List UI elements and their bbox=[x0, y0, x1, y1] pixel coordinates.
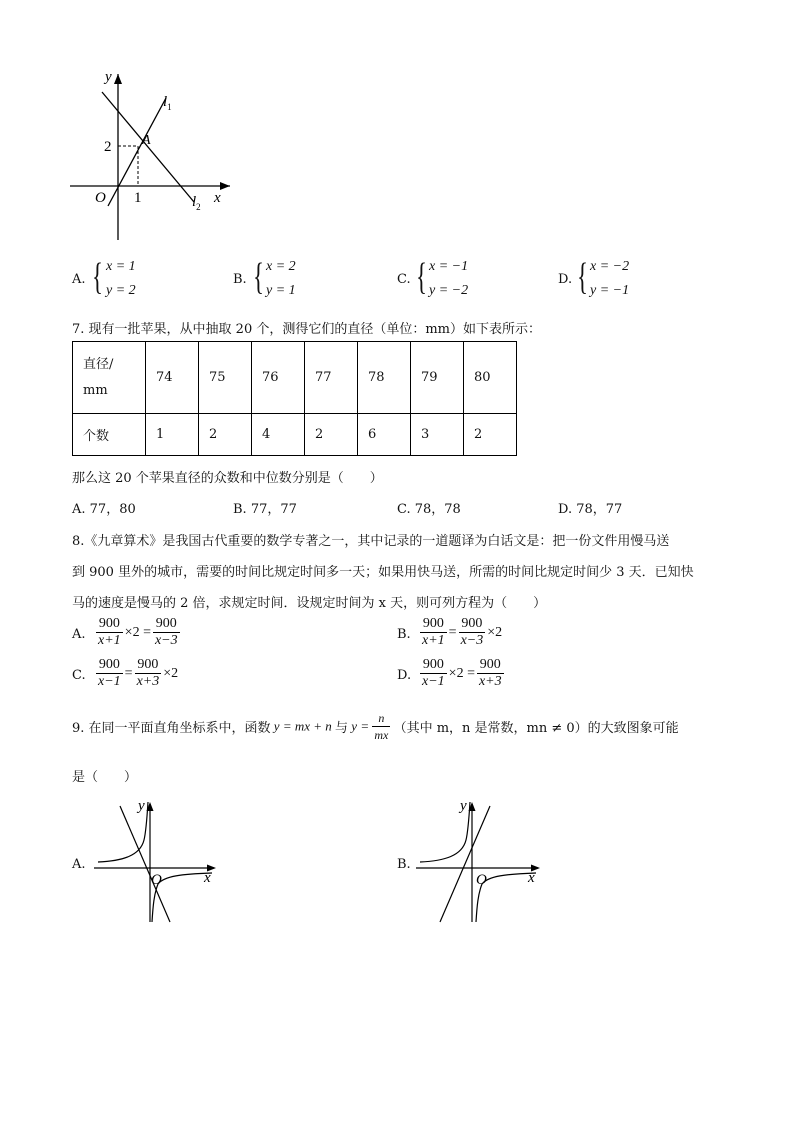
q6-option-c-label: C. bbox=[397, 272, 411, 287]
q6-option-d-label: D. bbox=[558, 272, 573, 287]
header-cell bbox=[73, 342, 146, 414]
q6-option-d-eq2: y = −1 bbox=[590, 283, 630, 298]
y-label: y bbox=[105, 69, 112, 85]
q9-option-b-label: B. bbox=[397, 857, 411, 872]
q8-option-c-equation: $\frac{900}{x-1}$ = $\frac{900}{x+3}$ ×2 bbox=[98, 657, 179, 689]
diameter-cell: 77 bbox=[305, 342, 358, 414]
q8-option-a-equation: $\frac{900}{x+1}$ ×2 = $\frac{900}{x-3}$ bbox=[98, 616, 178, 648]
q9-line2: 是（ ） bbox=[72, 770, 138, 785]
q6-option-d-eq1: x = −2 bbox=[590, 259, 630, 274]
y-label: y bbox=[138, 798, 145, 814]
q9-option-a-label: A. bbox=[72, 857, 86, 872]
point-a-label: A bbox=[142, 133, 151, 148]
q7-option-a: A. 77，80 bbox=[72, 502, 136, 517]
tick-x-1: 1 bbox=[134, 190, 142, 206]
q8-option-d-label: D. bbox=[397, 668, 412, 683]
q6-option-b-eq2: y = 1 bbox=[266, 283, 296, 298]
x-label: x bbox=[204, 870, 211, 886]
q9-text: 9. 在同一平面直角坐标系中，函数 y = mx + n 与 y = $\frac{n}{mx}$ （其中 m，n 是常数，mn ≠ 0）的大致图象可能 bbox=[72, 711, 679, 742]
q9-func2-lhs: y = bbox=[351, 718, 370, 734]
q7-option-b: B. 77，77 bbox=[233, 502, 297, 517]
q7-table bbox=[72, 341, 517, 456]
count-cell: 2 bbox=[464, 414, 517, 456]
q8-option-a-label: A. bbox=[72, 627, 86, 642]
count-cell: 4 bbox=[252, 414, 305, 456]
count-cell: 6 bbox=[358, 414, 411, 456]
q9-option-b-graph bbox=[414, 796, 544, 926]
origin-label: O bbox=[151, 872, 162, 888]
diameter-cell: 80 bbox=[464, 342, 517, 414]
q8-option-b-label: B. bbox=[397, 627, 411, 642]
q6-option-a-eq1: x = 1 bbox=[106, 259, 136, 274]
tick-y-2: 2 bbox=[104, 139, 112, 155]
count-cell: 2 bbox=[305, 414, 358, 456]
q9-post: （其中 m，n 是常数，mn ≠ 0）的大致图象可能 bbox=[393, 721, 679, 736]
x-label: x bbox=[528, 870, 535, 886]
count-cell: 3 bbox=[411, 414, 464, 456]
count-cell: 1 bbox=[146, 414, 199, 456]
count-cell: 2 bbox=[199, 414, 252, 456]
diameter-cell: 76 bbox=[252, 342, 305, 414]
diameter-cell: 79 bbox=[411, 342, 464, 414]
brace-icon: { bbox=[577, 256, 588, 298]
q7-option-c: C. 78，78 bbox=[397, 502, 461, 517]
origin-label: O bbox=[95, 190, 106, 206]
q8-option-d-equation: $\frac{900}{x-1}$ ×2 = $\frac{900}{x+3}$ bbox=[422, 657, 502, 689]
q8-line2: 到 900 里外的城市，需要的时间比规定时间多一天；如果用快马送，所需的时间比规定时间少 3 天．已知快 bbox=[72, 565, 694, 580]
q9-option-a-graph bbox=[92, 796, 222, 926]
q9-func1: y = mx + n bbox=[273, 718, 332, 734]
q7-text: 7. 现有一批苹果，从中抽取 20 个，测得它们的直径（单位：mm）如下表所示： bbox=[72, 322, 541, 337]
q6-option-c-eq2: y = −2 bbox=[429, 283, 469, 298]
diameter-cell: 74 bbox=[146, 342, 199, 414]
y-label: y bbox=[460, 798, 467, 814]
q7-option-d: D. 78，77 bbox=[558, 502, 623, 517]
q9-mid: 与 bbox=[335, 721, 349, 736]
table-row bbox=[73, 414, 517, 456]
header-label-line2: mm bbox=[83, 382, 108, 398]
q6-option-b-label: B. bbox=[233, 272, 247, 287]
q6-option-b-eq1: x = 2 bbox=[266, 259, 296, 274]
table-row bbox=[73, 342, 517, 414]
l1-label: $l_1$ bbox=[163, 94, 172, 112]
diameter-cell: 75 bbox=[199, 342, 252, 414]
brace-icon: { bbox=[92, 256, 103, 298]
q6-option-c-eq1: x = −1 bbox=[429, 259, 469, 274]
q6-option-a-label: A. bbox=[72, 272, 86, 287]
origin-label: O bbox=[476, 872, 487, 888]
q8-line1: 8.《九章算术》是我国古代重要的数学专著之一，其中记录的一道题译为白话文是：把一份文件用慢马送 bbox=[72, 534, 670, 549]
x-label: x bbox=[214, 190, 221, 206]
count-label-cell: 个数 bbox=[73, 414, 146, 456]
header-label-line1: 直径/ bbox=[83, 356, 114, 372]
q7-question: 那么这 20 个苹果直径的众数和中位数分别是（ ） bbox=[72, 471, 383, 486]
brace-icon: { bbox=[253, 256, 264, 298]
q9-pre: 9. 在同一平面直角坐标系中，函数 bbox=[72, 721, 271, 736]
l2-label: $l_2$ bbox=[192, 194, 201, 212]
diameter-cell: 78 bbox=[358, 342, 411, 414]
q8-option-b-equation: $\frac{900}{x+1}$ = $\frac{900}{x-3}$ ×2 bbox=[422, 616, 503, 648]
q6-graph bbox=[62, 66, 242, 246]
brace-icon: { bbox=[416, 256, 427, 298]
q6-option-a-eq2: y = 2 bbox=[106, 283, 136, 298]
q8-line3: 马的速度是慢马的 2 倍，求规定时间．设规定时间为 x 天，则可列方程为（ ） bbox=[72, 596, 547, 611]
q8-option-c-label: C. bbox=[72, 668, 86, 683]
